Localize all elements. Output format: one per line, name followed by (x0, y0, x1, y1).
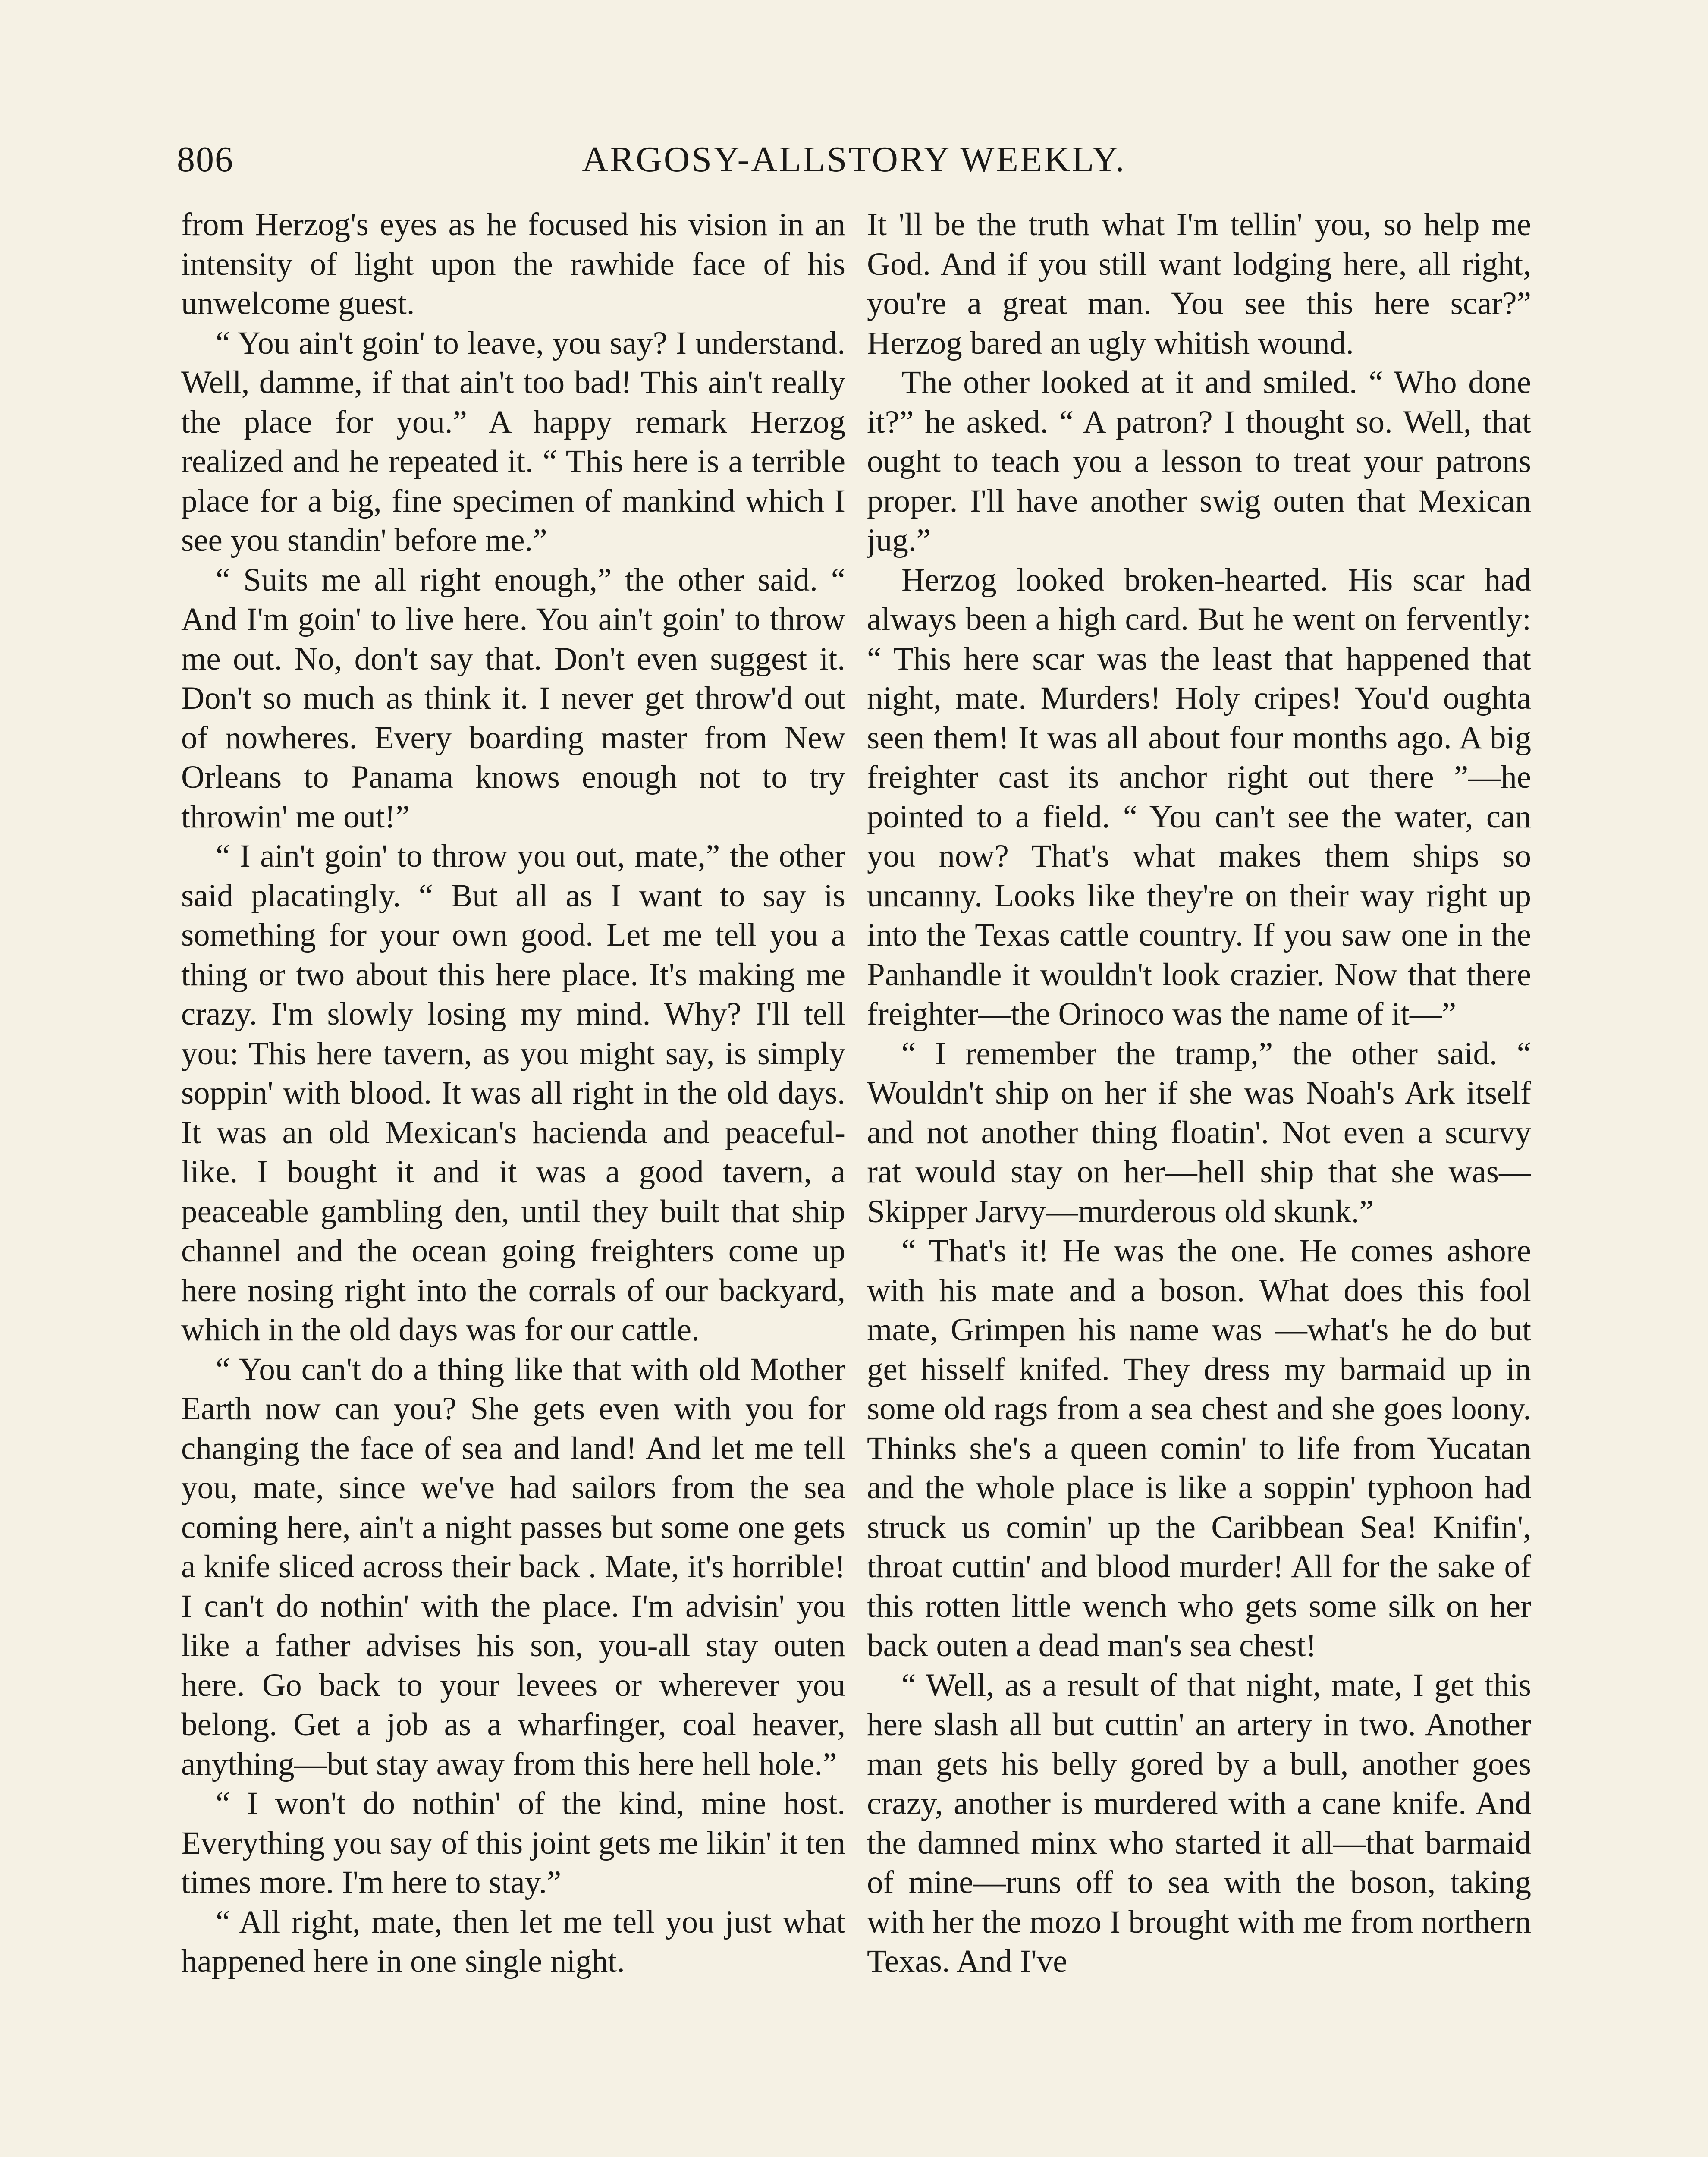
paragraph: “ Well, as a result of that night, mate, I get this here slash all but cuttin' an artery in two. Another man gets his belly gored by a bull, another goes crazy, another is murdered with a cane knife. And the damned minx who started it all—that barmaid of mine—runs off to sea with the boson, taking with her the mozo I brought with me from northern Texas. And I've (867, 1667, 1531, 1979)
paragraph: “ All right, mate, then let me tell you just what happened here in one single night. (181, 1904, 845, 1979)
text-column-right (867, 205, 1531, 2157)
paragraph: “ Suits me all right enough,” the other said. “ And I'm goin' to live here. You ain't goin' to throw me out. No, don't say that. Don't even suggest it. Don't so much as think it. I never get throw'd out of nowheres. Every boarding master from New Orleans to Panama knows enough not to try throwin' me out!” (181, 562, 845, 835)
page-number: 806 (177, 139, 234, 179)
paragraph: from Herzog's eyes as he focused his vision in an intensity of light upon the rawhide face of his unwelcome guest. (181, 207, 845, 321)
page-header (173, 129, 1535, 186)
running-title: ARGOSY-ALLSTORY WEEKLY. (582, 139, 1126, 179)
paragraph: It 'll be the truth what I'm tellin' you, so help me God. And if you still want lodging here, all right, you're a great man. You see this here scar?” Herzog bared an ugly whitish wound. (867, 207, 1531, 361)
paragraph: “ You ain't goin' to leave, you say? I understand. Well, damme, if that ain't too bad! This ain't really the place for you.” A happy remark Herzog realized and he repeated it. “ This here is a terrible place for a big, fine specimen of mankind which I see you standin' before me.” (181, 325, 845, 558)
paragraph: The other looked at it and smiled. “ Who done it?” he asked. “ A patron? I thought so. Well, that ought to teach you a lesson to treat your patrons proper. I'll have another swig outen that Mexican jug.” (867, 365, 1531, 558)
paragraph: “ You can't do a thing like that with old Mother Earth now can you? She gets even with you for changing the face of sea and land! And let me tell you, mate, since we've had sailors from the sea coming here, ain't a night passes but some one gets a knife sliced across their back . Mate, it's horrible! I can't do nothin' with the place. I'm advisin' you like a father advises his son, you-all stay outen here. Go back to your levees or wherever you belong. Get a job as a wharfinger, coal heaver, anything—but stay away from this here hell hole.” (181, 1351, 845, 1782)
paragraph: “ I ain't goin' to throw you out, mate,” the other said placatingly. “ But all as I want to say is something for your own good. Let me tell you a thing or two about this here place. It's making me crazy. I'm slowly losing my mind. Why? I'll tell you: This here tavern, as you might say, is simply soppin' with blood. It was all right in the old days. It was an old Mexican's hacienda and peaceful-like. I bought it and it was a good tavern, a peaceable gambling den, until they built that ship channel and the ocean going freighters come up here nosing right into the corrals of our backyard, which in the old days was for our cattle. (181, 838, 845, 1348)
paragraph: “ I won't do nothin' of the kind, mine host. Everything you say of this joint gets me likin' it ten times more. I'm here to stay.” (181, 1786, 845, 1900)
text-column-left (181, 205, 845, 2157)
paragraph: Herzog looked broken-hearted. His scar had always been a high card. But he went on fervently: “ This here scar was the least that happened that night, mate. Murders! Holy cripes! You'd oughta seen them! It was all about four months ago. A big freighter cast its anchor right out there ”—he pointed to a field. “ You can't see the water, can you now? That's what makes them ships so uncanny. Looks like they're on their way right up into the Texas cattle country. If you saw one in the Panhandle it wouldn't look crazier. Now that there freighter—the Orinoco was the name of it—” (867, 562, 1531, 1032)
paragraph: “ That's it! He was the one. He comes ashore with his mate and a boson. What does this fool mate, Grimpen his name was —what's he do but get hisself knifed. They dress my barmaid up in some old rags from a sea chest and she goes loony. Thinks she's a queen comin' to life from Yucatan and the whole place is like a soppin' typhoon had struck us comin' up the Caribbean Sea! Knifin', throat cuttin' and blood murder! All for the sake of this rotten little wench who gets some silk on her back outen a dead man's sea chest! (867, 1233, 1531, 1663)
paragraph: “ I remember the tramp,” the other said. “ Wouldn't ship on her if she was Noah's Ark itself and not another thing floatin'. Not even a scurvy rat would stay on her—hell ship that she was—Skipper Jarvy—murderous old skunk.” (867, 1035, 1531, 1229)
